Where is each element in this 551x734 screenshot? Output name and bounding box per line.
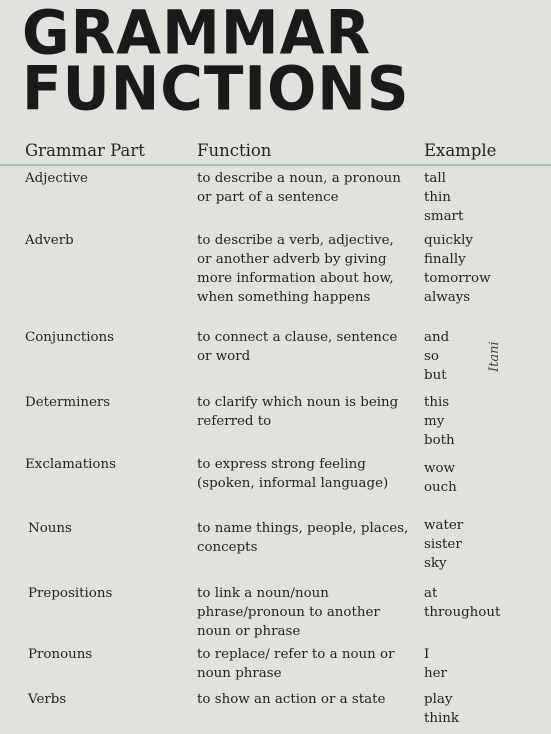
row-exclamations-part: Exclamations	[25, 457, 116, 472]
author-signature: Itani	[487, 341, 502, 372]
row-verbs-part: Verbs	[28, 692, 67, 707]
row-exclamations-example: wow ouch	[424, 461, 457, 495]
row-nouns-function: to name things, people, places, concepts	[197, 521, 409, 555]
row-determiners-example: this my both	[424, 395, 455, 448]
row-verbs-example: play think	[424, 692, 460, 726]
row-adverb-part: Adverb	[25, 233, 74, 248]
row-adjective-function: to describe a noun, a pronoun or part of a sentence	[197, 171, 401, 205]
row-conjunctions-function: to connect a clause, sentence or word	[197, 330, 398, 364]
header-divider	[0, 164, 551, 166]
row-nouns-part: Nouns	[28, 521, 72, 536]
row-determiners-function: to clarify which noun is being referred to	[197, 395, 399, 429]
row-adverb-function: to describe a verb, adjective, or another adverb by giving more information about how, when something happens	[197, 233, 394, 305]
row-conjunctions-part: Conjunctions	[25, 330, 115, 345]
row-exclamations-function: to express strong feeling (spoken, informal language)	[197, 457, 389, 491]
row-adjective-part: Adjective	[25, 171, 88, 186]
page-title-line-1: GRAMMAR	[22, 0, 372, 69]
column-header-example: Example	[424, 141, 497, 160]
row-adjective-example: tall thin smart	[424, 171, 464, 224]
row-pronouns-example: I her	[424, 647, 447, 681]
column-header-grammar-part: Grammar Part	[25, 141, 145, 160]
row-nouns-example: water sister sky	[424, 518, 464, 571]
row-pronouns-function: to replace/ refer to a noun or noun phrase	[197, 647, 395, 681]
row-determiners-part: Determiners	[25, 395, 111, 410]
row-conjunctions-example: and so but	[424, 330, 450, 383]
row-adverb-example: quickly finally tomorrow always	[424, 233, 491, 305]
row-pronouns-part: Pronouns	[28, 647, 93, 662]
row-prepositions-part: Prepositions	[28, 586, 113, 601]
page-title-line-2: FUNCTIONS	[22, 52, 410, 125]
row-verbs-function: to show an action or a state	[197, 692, 386, 707]
row-prepositions-example: at throughout	[424, 586, 501, 620]
row-prepositions-function: to link a noun/noun phrase/pronoun to another noun or phrase	[197, 586, 380, 639]
column-header-function: Function	[197, 141, 272, 160]
